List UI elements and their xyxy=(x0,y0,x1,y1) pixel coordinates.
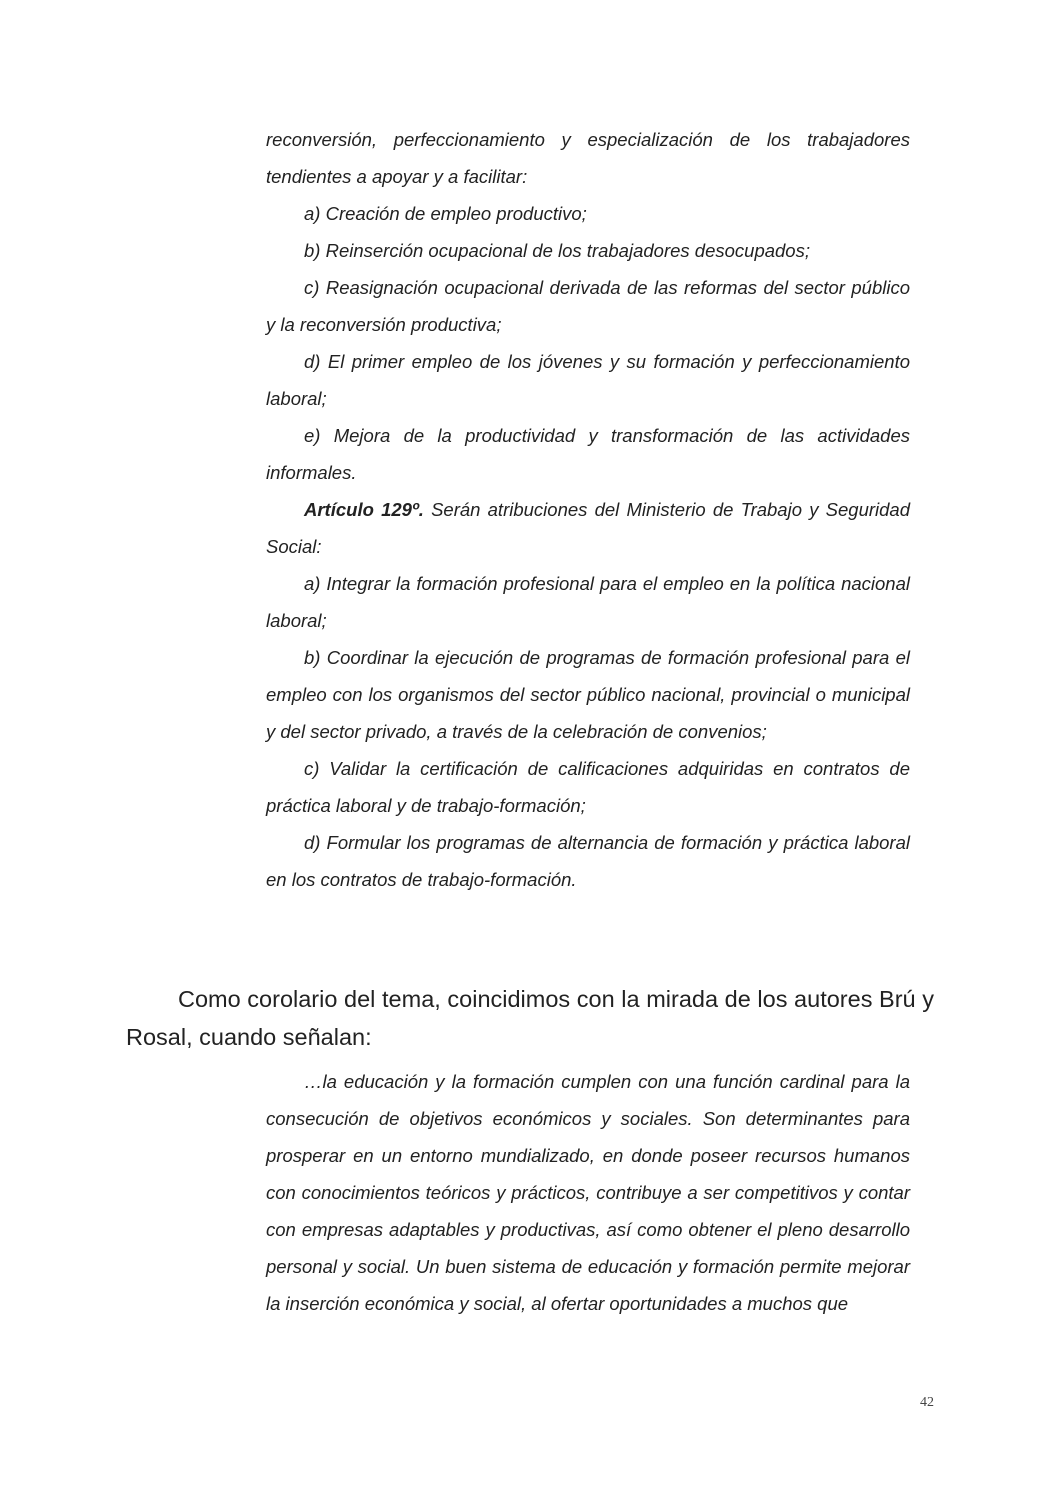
list-item: c) Validar la certificación de calificaciones adquiridas en contratos de práctica laboral y de trabajo-formación; xyxy=(266,758,910,816)
list-item: a) Creación de empleo productivo; xyxy=(304,203,587,224)
author-citation-quote xyxy=(266,1063,910,1322)
list-item: d) Formular los programas de alternancia de formación y práctica laboral en los contratos de trabajo-formación. xyxy=(266,832,910,890)
citation-text: …la educación y la formación cumplen con una función cardinal para la consecución de objetivos económicos y sociales. Son determinantes para prosperar en un entorno mundializado, en donde poseer recursos humanos con conocimientos teóricos y prácticos, contribuye a ser competitivos y contar con empresas adaptables y productivas, así como obtener el pleno desarrollo personal y social. Un buen sistema de educación y formación permite mejorar la inserción económica y social, al ofertar oportunidades a muchos que xyxy=(266,1071,910,1314)
body-paragraph-text: Como corolario del tema, coincidimos con la mirada de los autores Brú y Rosal, cuando señalan: xyxy=(126,986,934,1050)
article-129-intro: Serán atribuciones del Ministerio de Trabajo y Seguridad Social: xyxy=(266,499,910,557)
article-128-intro: reconversión, perfeccionamiento y especialización de los trabajadores tendientes a apoyar y a facilitar: xyxy=(266,129,910,187)
list-item: e) Mejora de la productividad y transformación de las actividades informales. xyxy=(266,425,910,483)
list-item: c) Reasignación ocupacional derivada de las reformas del sector público y la reconversión productiva; xyxy=(266,277,910,335)
list-item: b) Reinserción ocupacional de los trabajadores desocupados; xyxy=(304,240,810,261)
article-129-paragraph xyxy=(266,491,910,565)
page-number: 42 xyxy=(920,1395,934,1410)
body-paragraph xyxy=(126,980,934,1056)
legal-text-quote xyxy=(266,121,910,898)
article-129-heading: Artículo 129º. xyxy=(304,499,424,520)
list-item: d) El primer empleo de los jóvenes y su formación y perfeccionamiento laboral; xyxy=(266,351,910,409)
list-item: a) Integrar la formación profesional para el empleo en la política nacional laboral; xyxy=(266,573,910,631)
list-item: b) Coordinar la ejecución de programas de formación profesional para el empleo con los organismos del sector público nacional, provincial o municipal y del sector privado, a través de la celebración de convenios; xyxy=(266,647,910,742)
